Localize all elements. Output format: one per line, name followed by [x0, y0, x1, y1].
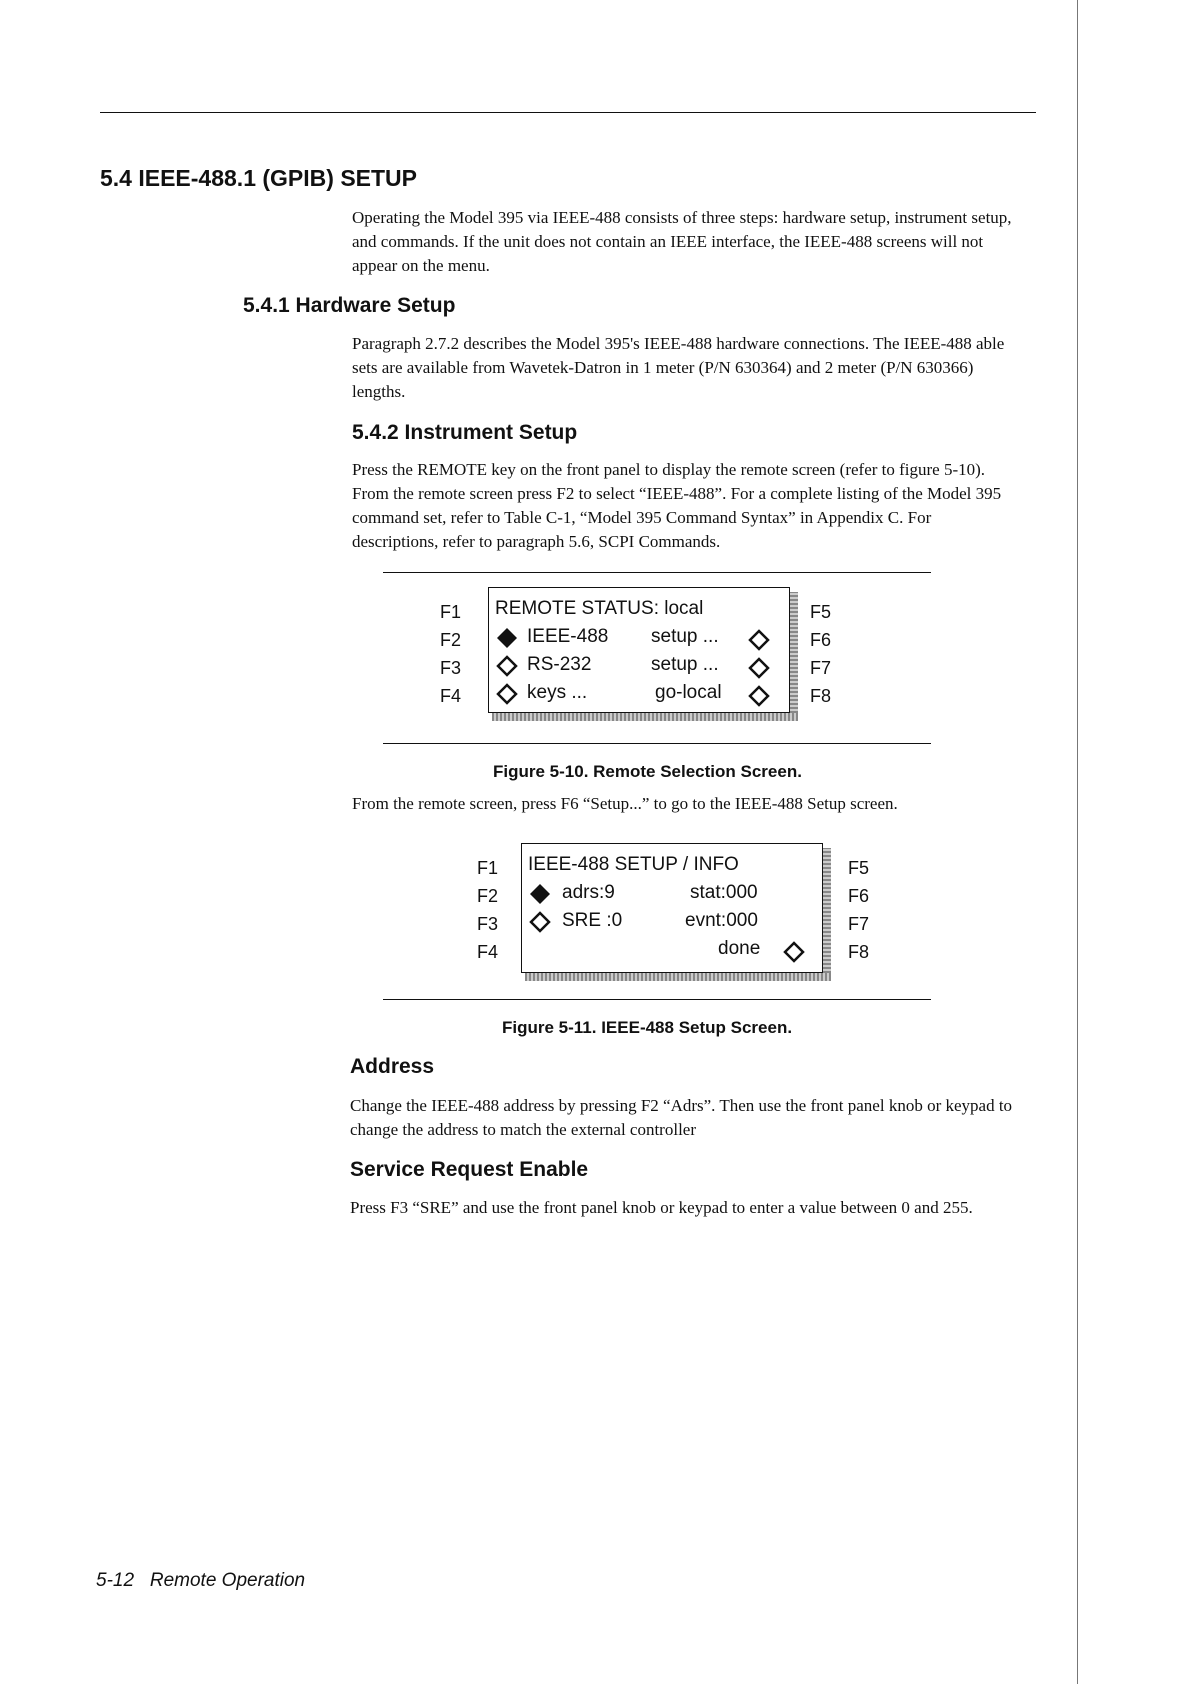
between-figures-text: From the remote screen, press F6 “Setup...” to go to the IEEE-488 Setup screen. [352, 794, 898, 813]
screen-shadow [492, 713, 798, 721]
figure2-caption: Figure 5-11. IEEE-488 Setup Screen. [502, 1018, 793, 1037]
key-label: F7 [848, 914, 870, 934]
sre-paragraph: Press F3 “SRE” and use the front panel knob or keypad to enter a value between 0 and 255. [350, 1198, 973, 1217]
figure1-left-keys [440, 598, 461, 710]
menu-item-rs232: RS-232 [527, 654, 592, 675]
diamond-outline-icon [528, 910, 552, 934]
done-label: done [718, 938, 761, 959]
figure2-right-keys [848, 854, 869, 966]
figure1-right-keys [810, 598, 831, 710]
address-paragraph: Change the IEEE-488 address by pressing F2 “Adrs”. Then use the front panel knob or keypad to change the address to match the external controller [350, 1096, 1013, 1139]
page-edge-line [1077, 0, 1078, 1684]
key-label: F3 [440, 658, 462, 678]
figure1-caption: Figure 5-10. Remote Selection Screen. [493, 762, 802, 781]
key-label: F5 [848, 858, 870, 878]
screen-shadow [790, 592, 798, 721]
sre-field: SRE :0 [562, 910, 623, 931]
key-label: F3 [477, 914, 499, 934]
menu-action-go-local: go-local [655, 682, 722, 703]
key-label: F6 [848, 886, 870, 906]
figure2-bottom-rule [383, 999, 931, 1000]
hardware-setup-paragraph: Paragraph 2.7.2 describes the Model 395's IEEE-488 hardware connections. The IEEE-488 able sets are available from Wavetek-Datron in 1 meter (P/N 630364) and 2 meter (P/N 630366) lengths. [352, 334, 1005, 401]
key-label: F8 [848, 942, 870, 962]
figure2-left-keys [477, 854, 498, 966]
address-field: adrs:9 [562, 882, 615, 903]
key-label: F1 [477, 858, 499, 878]
figure1-bottom-rule [383, 743, 931, 744]
status-field: stat:000 [690, 882, 758, 903]
key-label: F2 [440, 630, 462, 650]
key-label: F4 [477, 942, 499, 962]
key-label: F2 [477, 886, 499, 906]
diamond-outline-icon [495, 654, 519, 678]
screen-shadow [525, 973, 831, 981]
menu-item-keys: keys ... [527, 682, 588, 703]
screen-title: IEEE-488 SETUP / INFO [528, 854, 739, 875]
section-title: 5.4 IEEE-488.1 (GPIB) SETUP [100, 165, 418, 191]
diamond-filled-icon [528, 882, 552, 906]
menu-action-setup: setup ... [651, 626, 719, 647]
screen-title: REMOTE STATUS: local [495, 598, 704, 619]
key-label: F5 [810, 602, 832, 622]
screen-shadow [823, 848, 831, 981]
diamond-outline-icon [747, 628, 771, 652]
diamond-outline-icon [782, 940, 806, 964]
key-label: F6 [810, 630, 832, 650]
event-field: evnt:000 [685, 910, 758, 931]
diamond-outline-icon [747, 656, 771, 680]
remote-selection-screen [488, 587, 790, 713]
instrument-setup-heading: 5.4.2 Instrument Setup [352, 421, 578, 444]
sre-heading: Service Request Enable [350, 1158, 589, 1181]
page-footer: 5-12 Remote Operation [96, 1570, 306, 1591]
diamond-outline-icon [495, 682, 519, 706]
address-heading: Address [350, 1055, 435, 1078]
figure1-top-rule [383, 572, 931, 573]
hardware-setup-heading: 5.4.1 Hardware Setup [243, 294, 456, 317]
key-label: F7 [810, 658, 832, 678]
menu-action-setup: setup ... [651, 654, 719, 675]
menu-item-ieee488: IEEE-488 [527, 626, 609, 647]
instrument-setup-paragraph: Press the REMOTE key on the front panel to display the remote screen (refer to figure 5-10). From the remote screen press F2 to select “IEEE-488”. For a complete listing of the Model 395 command set, refer to Table C-1, “Model 395 Command Syntax” in Appendix C. For descriptions, refer to paragraph 5.6, SCPI Commands. [352, 460, 1002, 551]
diamond-outline-icon [747, 684, 771, 708]
ieee488-setup-screen [521, 843, 823, 973]
top-rule [100, 112, 1036, 113]
intro-paragraph: Operating the Model 395 via IEEE-488 consists of three steps: hardware setup, instrument setup, and commands. If the unit does not contain an IEEE interface, the IEEE-488 screens will not appear on the menu. [352, 208, 1012, 275]
diamond-filled-icon [495, 626, 519, 650]
key-label: F4 [440, 686, 462, 706]
key-label: F8 [810, 686, 832, 706]
key-label: F1 [440, 602, 462, 622]
